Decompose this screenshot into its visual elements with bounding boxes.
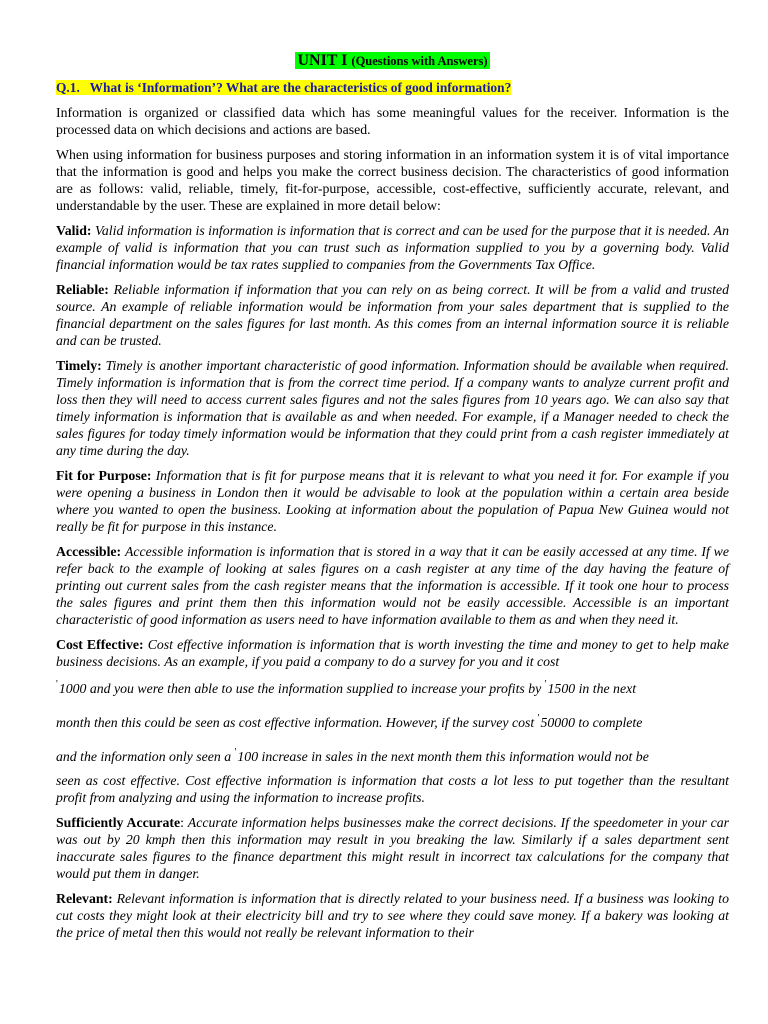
- cost-amount-3: 50000 to complete: [540, 715, 643, 730]
- timely-term: Timely:: [56, 358, 102, 373]
- accessible-paragraph: [56, 543, 729, 628]
- unit-title-highlight: [295, 52, 489, 69]
- currency-symbol: ': [544, 679, 547, 690]
- relevant-term: Relevant:: [56, 891, 113, 906]
- currency-symbol: ': [234, 747, 237, 758]
- valid-paragraph: [56, 222, 729, 273]
- cost-amount-2: 1500 in the next: [547, 681, 637, 696]
- currency-symbol: ': [56, 679, 58, 690]
- currency-symbol: ': [537, 713, 540, 724]
- cost-effective-term: Cost Effective:: [56, 637, 144, 652]
- unit-title: UNIT I: [297, 52, 348, 69]
- cost-amount-1: 1000 and you were then able to use the information supplied to increase your profits by: [58, 681, 542, 696]
- question-text: What is ‘Information’? What are the characteristics of good information?: [89, 80, 512, 95]
- unit-heading: [56, 52, 729, 72]
- timely-text: Timely is another important characteristic of good information. Information should be available when required. Timely information is information that is from the correct time period. If a company wants to analyze current profit and loss then they will need to access current sales figures and not the sales figures from 10 years ago. We can also say that timely information is information that is available as and when needed. For example, if a Manager needed to check the sales figures for today timely information would be information that they could print from a cash register immediately at any time during the day.: [56, 358, 729, 458]
- cost-amount-4: 100 increase in sales in the next month them this information would not be: [237, 749, 649, 764]
- relevant-paragraph: [56, 890, 729, 941]
- question-heading: [56, 80, 729, 96]
- intro-paragraph-1: Information is organized or classified data which has some meaningful values for the receiver. Information is the processed data on which decisions and actions are based.: [56, 105, 729, 137]
- cost-effective-text-1: Cost effective information is information that is worth investing the time and money to get to help make business decisions. As an example, if you paid a company to do a survey for you and it cost: [56, 637, 729, 669]
- valid-term: Valid:: [56, 223, 92, 238]
- accessible-text: Accessible information is information that is stored in a way that it can be easily accessed at any time. If we refer back to the example of looking at sales figures on a cash register at any time of the day having the feature of printing out current sales from the cash register means that the information is accessible. If it took one hour to process the sales figures and print them then this information would not be easily accessible. Accessible is an important characteristic of good information as users need to have information available to them as and when they need it.: [56, 544, 729, 627]
- sufficiently-accurate-paragraph: [56, 814, 729, 882]
- fit-for-purpose-term: Fit for Purpose:: [56, 468, 152, 483]
- valid-text: Valid information is information is information that is correct and can be used for the purpose that it is needed. An example of valid is information that you can trust such as information supplied to you by a governing body. Valid financial information would be tax rates supplied to companies from the Governments Tax Office.: [56, 223, 730, 272]
- document-page: [56, 52, 729, 941]
- reliable-text: Reliable information if information that you can rely on as being correct. It will be from a valid and trusted source. An example of reliable information would be information from your sales department that is supplied to the financial department on the sales figures for last month. As this comes from an internal information source it is reliable and can be trusted.: [56, 282, 730, 348]
- fit-for-purpose-paragraph: [56, 467, 729, 535]
- timely-paragraph: [56, 357, 729, 459]
- cost-effective-text-2: month then this could be seen as cost effective information. However, if the survey cost: [56, 715, 535, 730]
- fit-for-purpose-text: Information that is fit for purpose means that it is relevant to what you need it for. For example if you were opening a business in London then it would be advisable to look at the population within a certain area beside where you wanted to open the business. Looking at information about the population of Papua New Guinea would not really be fit for purpose in this instance.: [56, 468, 729, 534]
- accessible-term: Accessible:: [56, 544, 122, 559]
- cost-line-3: [56, 704, 642, 738]
- cost-effective-paragraph: [56, 636, 729, 806]
- cost-line-2: [56, 670, 636, 704]
- cost-effective-text-3: and the information only seen a: [56, 749, 232, 764]
- question-label: Q.1.: [56, 80, 80, 95]
- cost-effective-text-4: seen as cost effective. Cost effective information is information that costs a lot less to put together than the resultant profit from analyzing and using the information to increase profits.: [56, 773, 729, 805]
- sufficiently-accurate-text: Accurate information helps businesses make the correct decisions. If the speedometer in your car was out by 20 kmph then this information may result in you breaking the law. Similarly if a sales department sent inaccurate sales figures to the finance department this might result in incorrect tax calculations for the company that would put them in danger.: [56, 815, 730, 881]
- reliable-paragraph: [56, 281, 729, 349]
- question-highlight: [56, 80, 511, 95]
- cost-line-4: [56, 738, 649, 772]
- sufficiently-accurate-term: Sufficiently Accurate: [56, 815, 181, 830]
- relevant-text: Relevant information is information that is directly related to your business need. If a business was looking to cut costs they might look at their electricity bill and try to see where they could save money. If a bakery was looking at the price of metal then this would not really be relevant information to their: [56, 891, 729, 940]
- reliable-term: Reliable:: [56, 282, 109, 297]
- sufficiently-accurate-colon: :: [180, 815, 184, 830]
- unit-subtitle: (Questions with Answers): [351, 54, 488, 68]
- intro-paragraph-2: When using information for business purposes and storing information in an information system it is of vital importance that the information is good and helps you make the correct business decision. The characteristics of good information are as follows: valid, reliable, timely, fit-for-purpose, accessible, cost-effective, sufficiently accurate, relevant, and understandable by the user. These are explained in more detail below:: [56, 147, 729, 213]
